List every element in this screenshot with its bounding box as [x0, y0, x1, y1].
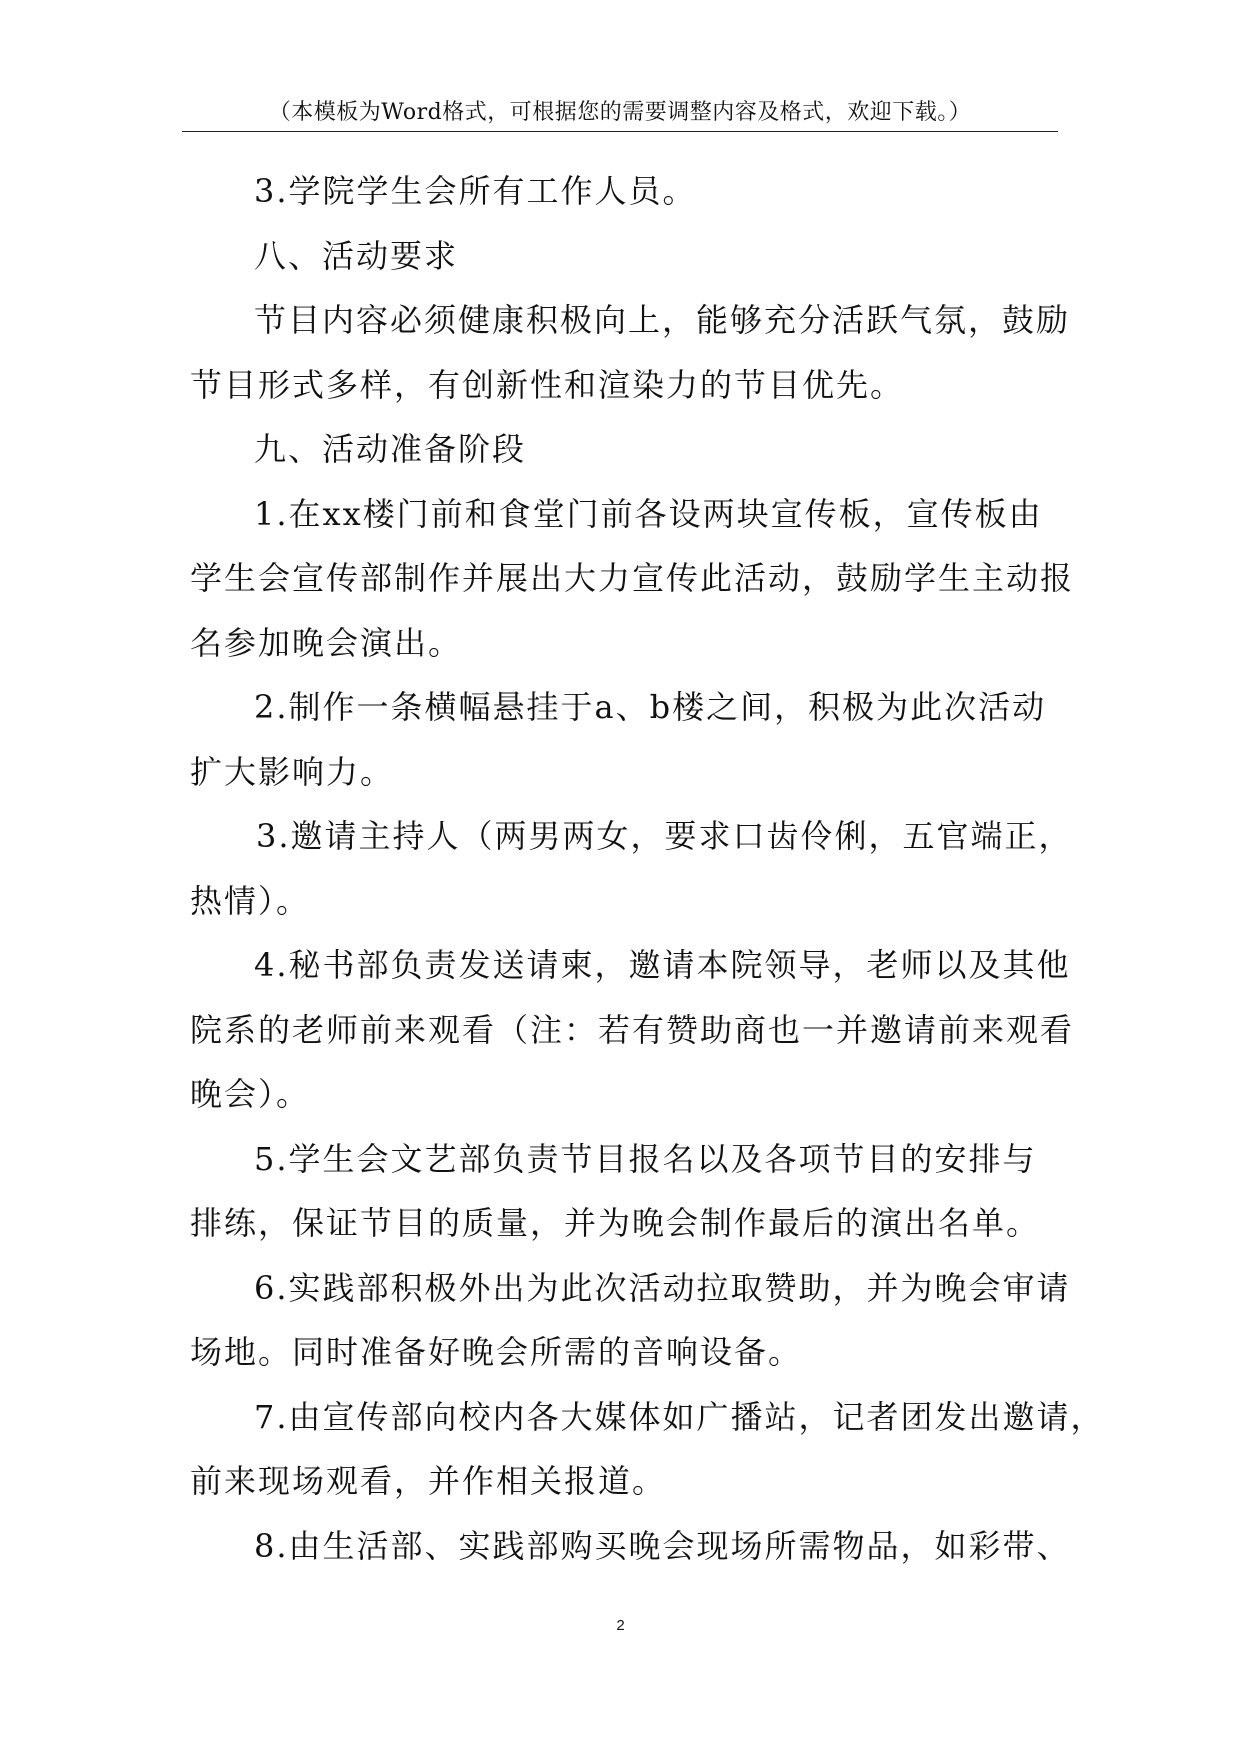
paragraph-line: 场地。同时准备好晚会所需的音响设备。	[190, 1333, 803, 1371]
document-body	[190, 159, 1105, 1578]
paragraph-line: 学生会宣传部制作并展出大力宣传此活动，鼓励学生主动报	[190, 559, 1075, 597]
template-note-header: （本模板为Word格式，可根据您的需要调整内容及格式，欢迎下载。）	[268, 100, 972, 125]
paragraph-line: 5.学生会文艺部负责节目报名以及各项节目的安排与	[254, 1139, 1037, 1178]
paragraph-line: 院系的老师前来观看（注：若有赞助商也一并邀请前来观看	[190, 1010, 1075, 1049]
paragraph-line: 3.学院学生会所有工作人员。	[254, 172, 697, 210]
section-heading: 九、活动准备阶段	[254, 430, 527, 468]
page-number: 2	[616, 1617, 625, 1634]
paragraph-line: 排练，保证节目的质量，并为晚会制作最后的演出名单。	[190, 1204, 1041, 1242]
paragraph-line: 3.邀请主持人（两男两女，要求口齿伶俐，五官端正，	[256, 817, 1073, 855]
paragraph-line: 前来现场观看，并作相关报道。	[190, 1462, 667, 1500]
paragraph-line: 8.由生活部、实践部购买晚会现场所需物品，如彩带、	[254, 1526, 1071, 1565]
paragraph-line: 6.实践部积极外出为此次活动拉取赞助，并为晚会审请	[254, 1268, 1071, 1307]
paragraph-line: 2.制作一条横幅悬挂于a、b楼之间，积极为此次活动	[254, 688, 1047, 726]
paragraph-line: 晚会）。	[190, 1075, 311, 1113]
paragraph-line: 热情）。	[190, 881, 311, 920]
paragraph-line: 扩大影响力。	[190, 752, 395, 791]
paragraph-line: 1.在xx楼门前和食堂门前各设两块宣传板，宣传板由	[254, 494, 1043, 533]
paragraph-line: 节目内容必须健康积极向上，能够充分活跃气氛，鼓励	[254, 301, 1071, 339]
header-divider	[182, 131, 1058, 132]
paragraph-line: 7.由宣传部向校内各大媒体如广播站，记者团发出邀请，	[254, 1397, 1105, 1436]
paragraph-line: 4.秘书部负责发送请柬，邀请本院领导，老师以及其他	[254, 946, 1071, 984]
section-heading: 八、活动要求	[254, 236, 459, 275]
paragraph-line: 名参加晚会演出。	[190, 623, 463, 662]
paragraph-line: 节目形式多样，有创新性和渲染力的节目优先。	[190, 365, 905, 404]
